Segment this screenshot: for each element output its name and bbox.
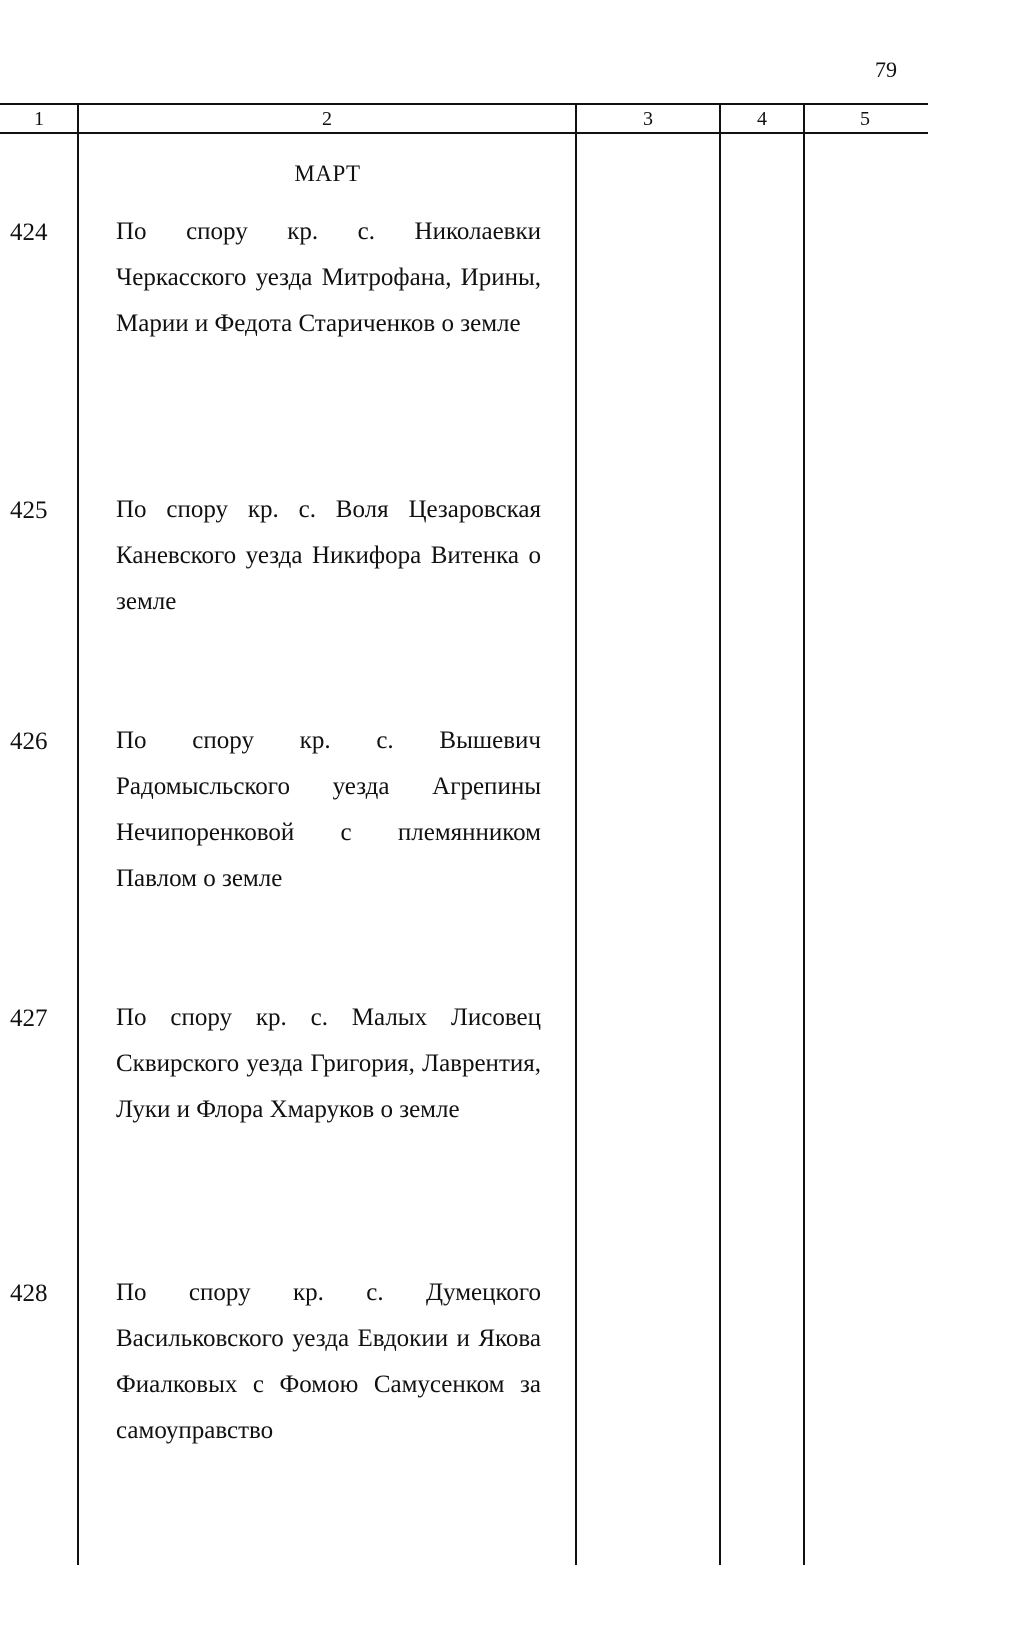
column-divider-4 xyxy=(803,103,805,1565)
entry-text: По спору кр. с. Думецкого Васильковского уезда Евдокии и Якова Фиалковых с Фомою Самусенком за самоуправство xyxy=(116,1279,541,1444)
entry-text: По спору кр. с. Малых Лисовец Сквирского уезда Григория, Лаврентия, Луки и Флора Хмаруков о земле xyxy=(116,1004,541,1123)
column-divider-3 xyxy=(719,103,721,1565)
entry-text: По спору кр. с. Вышевич Радомысльского уезда Агрепины Нечипоренковой с племянником Павлом о земле xyxy=(116,727,541,892)
page-number: 79 xyxy=(875,57,897,82)
entry-number: 427 xyxy=(10,1005,48,1032)
column-divider-2 xyxy=(575,103,577,1565)
section-title: МАРТ xyxy=(294,161,361,186)
column-header-4: 4 xyxy=(757,108,767,130)
column-divider-1 xyxy=(77,103,79,1565)
entry-number: 428 xyxy=(10,1280,48,1307)
column-header-2: 2 xyxy=(322,108,332,130)
table-top-rule xyxy=(0,103,928,105)
column-header-1: 1 xyxy=(34,108,44,130)
column-header-3: 3 xyxy=(643,108,653,130)
entry-text: По спору кр. с. Воля Цезаровская Каневского уезда Никифора Витенка о земле xyxy=(116,496,541,615)
entry-number: 424 xyxy=(10,219,48,246)
table-header-rule xyxy=(0,132,928,134)
column-header-5: 5 xyxy=(860,108,870,130)
entry-number: 425 xyxy=(10,497,48,524)
entry-number: 426 xyxy=(10,728,48,755)
entry-text: По спору кр. с. Николаевки Черкасского уезда Митрофана, Ирины, Марии и Федота Стариченков о земле xyxy=(116,218,541,337)
